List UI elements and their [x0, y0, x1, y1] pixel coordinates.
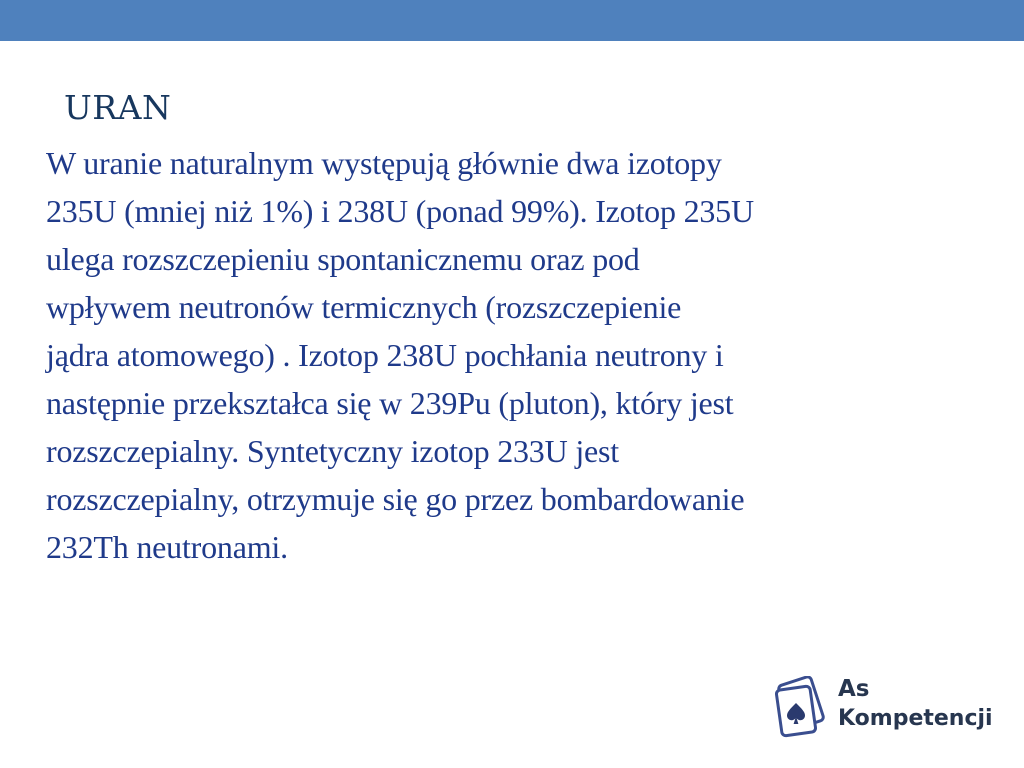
header-bar: [0, 0, 1024, 41]
body-line: jądra atomowego) . Izotop 238U pochłania neutrony i: [46, 337, 724, 373]
playing-card-spade-icon: [770, 676, 830, 738]
body-line: W uranie naturalnym występują głównie dwa izotopy: [46, 145, 722, 181]
as-kompetencji-logo: [770, 670, 1000, 746]
body-line: rozszczepialny, otrzymuje się go przez bombardowanie: [46, 481, 745, 517]
logo-text-line2: Kompetencji: [838, 706, 993, 731]
body-line: 232Th neutronami.: [46, 529, 288, 565]
body-line: 235U (mniej niż 1%) i 238U (ponad 99%). Izotop 235U: [46, 193, 754, 229]
body-line: następnie przekształca się w 239Pu (pluton), który jest: [46, 385, 734, 421]
body-line: rozszczepialny. Syntetyczny izotop 233U jest: [46, 433, 619, 469]
body-line: ulega rozszczepieniu spontanicznemu oraz pod: [46, 241, 640, 277]
slide-title: URAN: [64, 88, 172, 127]
body-paragraph: [46, 139, 966, 571]
body-line: wpływem neutronów termicznych (rozszczepienie: [46, 289, 682, 325]
logo-text: [838, 674, 993, 734]
logo-text-line1: As: [838, 676, 870, 702]
